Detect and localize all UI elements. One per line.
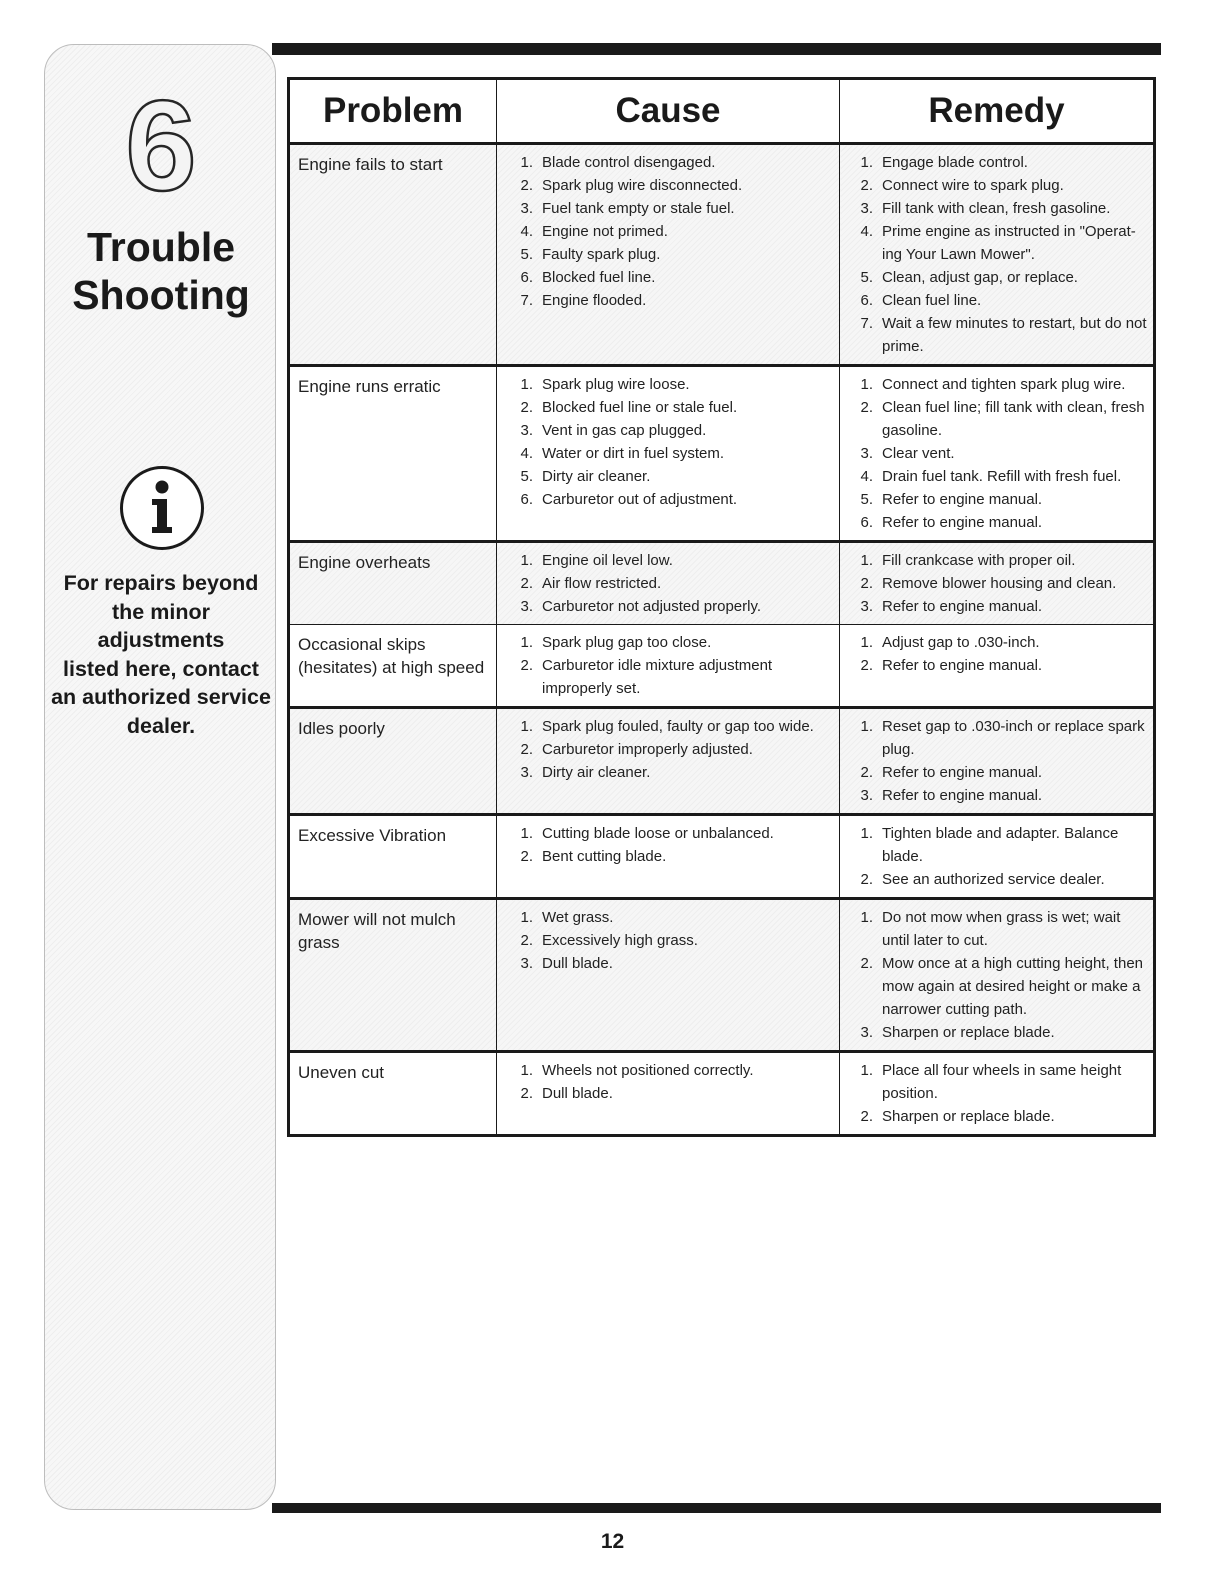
item-number: 2.: [520, 848, 533, 865]
item-text: Refer to engine manual.: [882, 514, 1043, 531]
item-number: 2.: [860, 1108, 873, 1125]
table-header-row: [289, 79, 1155, 144]
item-text: Spark plug gap too close.: [542, 634, 712, 651]
item-text: Fuel tank empty or stale fuel.: [542, 200, 735, 217]
item-number: 1.: [860, 718, 873, 735]
table-row: [289, 144, 1155, 366]
remedy-item: [840, 1105, 1147, 1128]
cause-item: [497, 151, 833, 174]
cause-item: [497, 197, 833, 220]
item-number: 1.: [520, 825, 533, 842]
item-number: 1.: [520, 718, 533, 735]
service-note-line: the minor adjustments: [97, 599, 225, 653]
item-number: 1.: [520, 1062, 533, 1079]
item-number: 1.: [860, 825, 873, 842]
item-number: 3.: [520, 764, 533, 781]
item-number: 3.: [520, 598, 533, 615]
item-number: 2.: [520, 932, 533, 949]
service-note-line: listed here, contact: [63, 656, 259, 681]
item-number: 5.: [520, 468, 533, 485]
cause-cell: [497, 1052, 840, 1136]
cause-item: [497, 174, 833, 197]
info-icon: [119, 465, 205, 551]
problem-cell: Engine runs erratic: [289, 366, 497, 542]
item-text: Sharpen or replace blade.: [882, 1108, 1055, 1125]
item-number: 3.: [860, 787, 873, 804]
item-text: Refer to engine manual.: [882, 787, 1043, 804]
item-text: Water or dirt in fuel system.: [542, 445, 724, 462]
item-number: 4.: [520, 445, 533, 462]
cause-cell: [497, 542, 840, 625]
cause-item: [497, 715, 833, 738]
item-number: 1.: [520, 909, 533, 926]
remedy-item: [840, 906, 1147, 952]
chapter-title-line: Trouble: [86, 224, 236, 270]
cause-item: [497, 822, 833, 845]
cause-item: [497, 906, 833, 929]
item-number: 1.: [520, 552, 533, 569]
item-text: Connect wire to spark plug.: [882, 177, 1064, 194]
item-number: 3.: [520, 955, 533, 972]
item-number: 3.: [520, 422, 533, 439]
remedy-cell: [840, 708, 1155, 815]
cause-cell: [497, 815, 840, 899]
item-text: Air flow restricted.: [542, 575, 662, 592]
item-number: 1.: [520, 376, 533, 393]
cause-item: [497, 243, 833, 266]
item-number: 5.: [860, 491, 873, 508]
item-number: 2.: [860, 399, 873, 416]
column-header-problem: Problem: [289, 79, 497, 144]
item-number: 1.: [520, 634, 533, 651]
cause-item: [497, 549, 833, 572]
item-text: Clear vent.: [882, 445, 955, 462]
remedy-cell: [840, 542, 1155, 625]
problem-cell: Mower will not mulch grass: [289, 899, 497, 1052]
item-number: 5.: [520, 246, 533, 263]
column-header-remedy: Remedy: [840, 79, 1155, 144]
problem-cell: Engine fails to start: [289, 144, 497, 366]
cause-item: [497, 220, 833, 243]
cause-item: [497, 373, 833, 396]
item-number: 3.: [860, 1024, 873, 1041]
table-row: [289, 899, 1155, 1052]
remedy-cell: [840, 366, 1155, 542]
item-number: 2.: [520, 177, 533, 194]
service-note-line: an authorized service: [51, 685, 271, 710]
item-number: 2.: [860, 575, 873, 592]
item-text: Dirty air cleaner.: [542, 468, 651, 485]
item-text: Cutting blade loose or unbalanced.: [542, 825, 774, 842]
item-text: Sharpen or replace blade.: [882, 1024, 1055, 1041]
cause-cell: [497, 366, 840, 542]
item-number: 2.: [860, 764, 873, 781]
item-text: Clean, adjust gap, or replace.: [882, 269, 1078, 286]
item-text: Prime engine as instructed in "Operat-ing Your Lawn Mower".: [882, 223, 1136, 263]
item-text: Wait a few minutes to restart, but do not prime.: [882, 315, 1147, 355]
cause-item: [497, 761, 833, 784]
problem-cell: Engine overheats: [289, 542, 497, 625]
cause-cell: [497, 144, 840, 366]
item-number: 1.: [860, 1062, 873, 1079]
item-text: Reset gap to .030-inch or replace spark plug.: [882, 718, 1145, 758]
item-text: Refer to engine manual.: [882, 657, 1043, 674]
item-text: Dirty air cleaner.: [542, 764, 651, 781]
item-text: Fill tank with clean, fresh gasoline.: [882, 200, 1111, 217]
item-number: 7.: [520, 292, 533, 309]
remedy-cell: [840, 815, 1155, 899]
item-number: 2.: [860, 657, 873, 674]
item-number: 1.: [860, 909, 873, 926]
remedy-item: [840, 595, 1147, 618]
item-text: Blocked fuel line.: [542, 269, 656, 286]
problem-cell: Excessive Vibration: [289, 815, 497, 899]
item-number: 3.: [860, 445, 873, 462]
item-text: Drain fuel tank. Refill with fresh fuel.: [882, 468, 1122, 485]
cause-item: [497, 488, 833, 511]
item-number: 1.: [860, 634, 873, 651]
table-row: [289, 815, 1155, 899]
item-text: Fill crankcase with proper oil.: [882, 552, 1076, 569]
remedy-item: [840, 952, 1147, 1021]
item-text: Place all four wheels in same height position.: [882, 1062, 1122, 1102]
table-row: [289, 366, 1155, 542]
item-text: Do not mow when grass is wet; wait until later to cut.: [882, 909, 1121, 949]
problem-cell: Uneven cut: [289, 1052, 497, 1136]
item-text: Wheels not positioned correctly.: [542, 1062, 754, 1079]
remedy-item: [840, 266, 1147, 289]
chapter-title-line: Shooting: [72, 272, 250, 318]
item-number: 6.: [860, 292, 873, 309]
item-number: 6.: [520, 491, 533, 508]
item-text: Engine flooded.: [542, 292, 647, 309]
item-text: Carburetor out of adjustment.: [542, 491, 738, 508]
bottom-rule: [272, 1503, 1161, 1513]
cause-item: [497, 1082, 833, 1105]
item-text: Clean fuel line; fill tank with clean, fresh gasoline.: [882, 399, 1145, 439]
remedy-item: [840, 868, 1147, 891]
remedy-item: [840, 151, 1147, 174]
remedy-item: [840, 220, 1147, 266]
cause-cell: [497, 708, 840, 815]
item-text: Spark plug fouled, faulty or gap too wide.: [542, 718, 814, 735]
item-number: 1.: [520, 154, 533, 171]
remedy-item: [840, 1059, 1147, 1105]
item-text: Faulty spark plug.: [542, 246, 661, 263]
item-text: Excessively high grass.: [542, 932, 698, 949]
problem-cell: Idles poorly: [289, 708, 497, 815]
service-note-line: dealer.: [126, 713, 196, 738]
service-note: [49, 569, 273, 741]
item-number: 2.: [860, 955, 873, 972]
item-text: Vent in gas cap plugged.: [542, 422, 707, 439]
item-number: 1.: [860, 154, 873, 171]
page-number: 12: [600, 1530, 625, 1553]
item-text: Mow once at a high cutting height, then mow again at desired height or make a narrower cutting path.: [882, 955, 1144, 1018]
item-text: Wet grass.: [542, 909, 614, 926]
item-text: Connect and tighten spark plug wire.: [882, 376, 1126, 393]
cause-item: [497, 442, 833, 465]
cause-item: [497, 1059, 833, 1082]
cause-item: [497, 396, 833, 419]
item-text: Bent cutting blade.: [542, 848, 667, 865]
remedy-item: [840, 761, 1147, 784]
problem-cell: Occasional skips (hesitates) at high speed: [289, 625, 497, 708]
remedy-item: [840, 488, 1147, 511]
item-number: 2.: [520, 575, 533, 592]
remedy-item: [840, 631, 1147, 654]
service-note-line: For repairs beyond: [63, 571, 259, 595]
item-text: Carburetor idle mixture adjustment improperly set.: [542, 657, 773, 697]
table-row: [289, 542, 1155, 625]
item-text: Adjust gap to .030-inch.: [882, 634, 1040, 651]
table-row: [289, 625, 1155, 708]
table-row: [289, 708, 1155, 815]
remedy-item: [840, 442, 1147, 465]
chapter-number: 6: [125, 75, 197, 218]
item-text: Refer to engine manual.: [882, 598, 1043, 615]
item-number: 2.: [860, 871, 873, 888]
cause-cell: [497, 625, 840, 708]
top-rule: [272, 43, 1161, 55]
item-number: 4.: [860, 468, 873, 485]
item-number: 2.: [520, 741, 533, 758]
item-number: 3.: [860, 598, 873, 615]
cause-item: [497, 952, 833, 975]
item-text: Spark plug wire loose.: [542, 376, 690, 393]
item-number: 6.: [860, 514, 873, 531]
cause-item: [497, 929, 833, 952]
remedy-item: [840, 1021, 1147, 1044]
remedy-item: [840, 197, 1147, 220]
item-number: 2.: [860, 177, 873, 194]
column-header-cause: Cause: [497, 79, 840, 144]
remedy-item: [840, 373, 1147, 396]
item-text: Spark plug wire disconnected.: [542, 177, 743, 194]
remedy-cell: [840, 144, 1155, 366]
item-text: Refer to engine manual.: [882, 764, 1043, 781]
item-text: Dull blade.: [542, 955, 613, 972]
remedy-item: [840, 511, 1147, 534]
item-text: Engine not primed.: [542, 223, 668, 240]
remedy-item: [840, 174, 1147, 197]
item-number: 2.: [520, 399, 533, 416]
remedy-item: [840, 654, 1147, 677]
item-text: Engine oil level low.: [542, 552, 673, 569]
item-text: Tighten blade and adapter. Balance blade.: [882, 825, 1119, 865]
remedy-item: [840, 784, 1147, 807]
table-row: [289, 1052, 1155, 1136]
cause-cell: [497, 899, 840, 1052]
item-number: 1.: [860, 552, 873, 569]
item-text: Dull blade.: [542, 1085, 613, 1102]
remedy-item: [840, 822, 1147, 868]
remedy-item: [840, 549, 1147, 572]
remedy-item: [840, 715, 1147, 761]
cause-item: [497, 572, 833, 595]
item-number: 5.: [860, 269, 873, 286]
cause-item: [497, 289, 833, 312]
remedy-item: [840, 572, 1147, 595]
cause-item: [497, 595, 833, 618]
remedy-item: [840, 396, 1147, 442]
item-text: Engage blade control.: [882, 154, 1028, 171]
cause-item: [497, 654, 833, 700]
item-number: 4.: [860, 223, 873, 240]
remedy-cell: [840, 899, 1155, 1052]
remedy-item: [840, 289, 1147, 312]
remedy-item: [840, 312, 1147, 358]
item-number: 2.: [520, 657, 533, 674]
item-text: Carburetor not adjusted properly.: [542, 598, 762, 615]
cause-item: [497, 738, 833, 761]
item-number: 1.: [860, 376, 873, 393]
cause-item: [497, 266, 833, 289]
item-number: 3.: [860, 200, 873, 217]
item-text: Refer to engine manual.: [882, 491, 1043, 508]
item-text: See an authorized service dealer.: [882, 871, 1105, 888]
troubleshooting-table: [287, 77, 1156, 1137]
item-number: 3.: [520, 200, 533, 217]
item-text: Remove blower housing and clean.: [882, 575, 1117, 592]
item-number: 6.: [520, 269, 533, 286]
item-number: 2.: [520, 1085, 533, 1102]
item-number: 7.: [860, 315, 873, 332]
item-text: Blocked fuel line or stale fuel.: [542, 399, 738, 416]
remedy-cell: [840, 625, 1155, 708]
item-text: Clean fuel line.: [882, 292, 982, 309]
table-body: [289, 144, 1155, 1136]
cause-item: [497, 419, 833, 442]
remedy-cell: [840, 1052, 1155, 1136]
chapter-sidebar: [44, 44, 276, 1510]
item-text: Carburetor improperly adjusted.: [542, 741, 753, 758]
cause-item: [497, 845, 833, 868]
cause-item: [497, 465, 833, 488]
cause-item: [497, 631, 833, 654]
chapter-title: [45, 223, 277, 319]
item-number: 4.: [520, 223, 533, 240]
remedy-item: [840, 465, 1147, 488]
item-text: Blade control disengaged.: [542, 154, 716, 171]
